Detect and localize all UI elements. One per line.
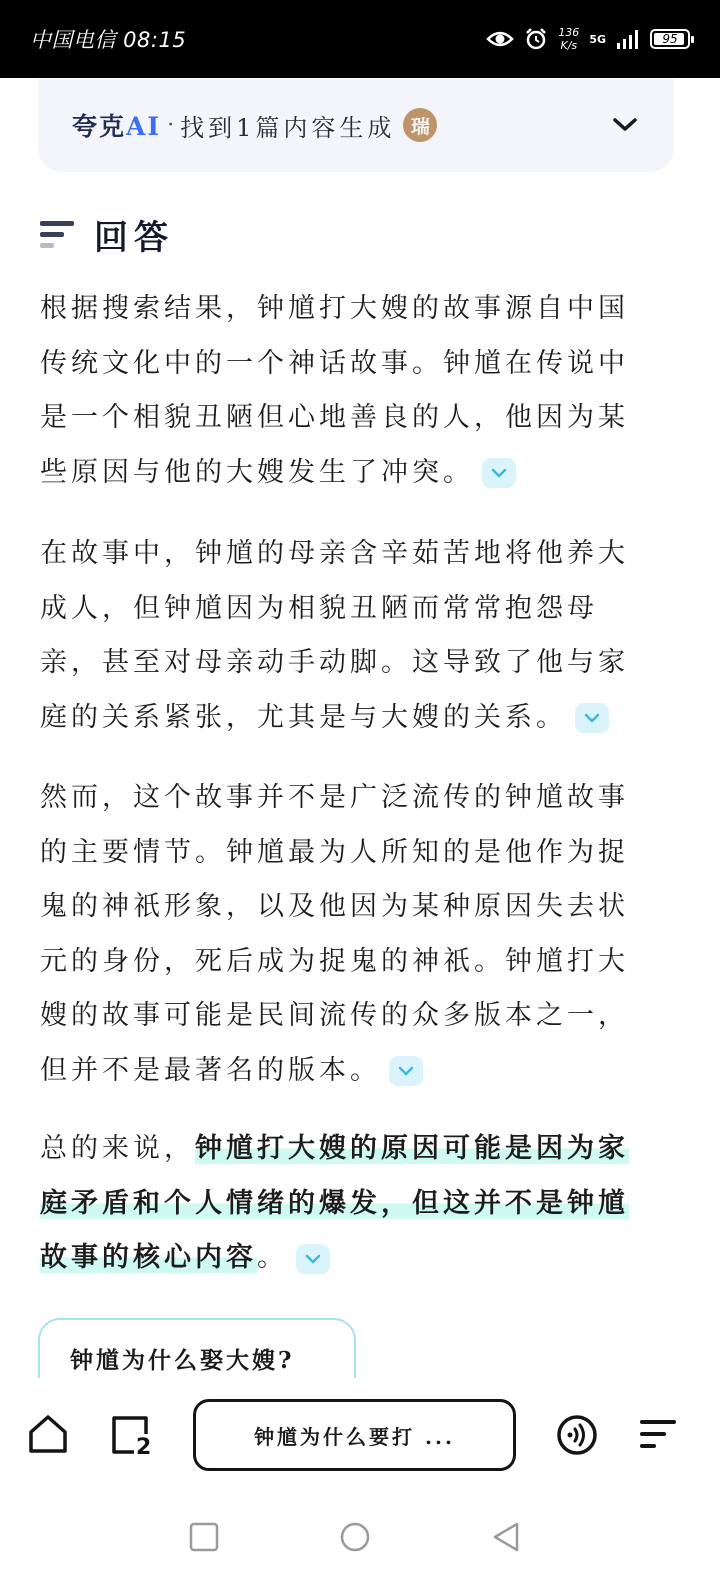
brand-name: 夸克AI (72, 112, 162, 141)
carrier-time: 中国电信 08:15 (30, 28, 187, 52)
status-bar (0, 0, 720, 78)
expand-source-button[interactable] (482, 458, 516, 488)
alarm-icon (524, 27, 548, 51)
eye-icon (486, 29, 514, 49)
system-nav-bar (0, 1490, 720, 1591)
network-speed: 136 K/s (558, 26, 580, 52)
status-icons (486, 26, 690, 52)
triangle-back-icon[interactable] (481, 1512, 531, 1562)
separator-dot: · (167, 112, 175, 138)
signal-icon (616, 29, 640, 49)
tabs-icon[interactable] (110, 1414, 154, 1456)
menu-icon[interactable] (640, 1418, 678, 1450)
expand-source-button[interactable] (575, 703, 609, 733)
answer-paragraph: 然而，这个故事并不是广泛流传的钟馗故事的主要情节。钟馗最为人所知的是他作为捉鬼的神祇形象，以及他因为某种原因失去状元的身份，死后成为捉鬼的神祇。钟馗打大嫂的故事可能是民间流传的众多版本之一，但并不是最著名的版本。 (40, 782, 629, 1086)
circle-nav-icon[interactable] (330, 1512, 380, 1562)
voice-icon[interactable] (556, 1414, 598, 1456)
summary-highlight: 钟馗打大嫂的原因可能是因为家庭矛盾和个人情绪的爆发，但这并不是钟馗故事的核心内容 (40, 1133, 629, 1273)
answer-summary: 总的来说，钟馗打大嫂的原因可能是因为家庭矛盾和个人情绪的爆发，但这并不是钟馗故事的核心内容。 (40, 1133, 629, 1273)
battery-icon (650, 29, 690, 49)
answer-header (40, 210, 174, 259)
chevron-down-icon[interactable] (610, 110, 640, 140)
battery-percent: 95 (662, 32, 678, 46)
network-type: 5G (589, 32, 606, 46)
expand-source-button[interactable] (296, 1244, 330, 1274)
related-question-text: 钟馗为什么娶大嫂? (70, 1347, 295, 1374)
answer-paragraph: 根据搜索结果，钟馗打大嫂的故事源自中国传统文化中的一个神话故事。钟馗在传说中是一个相貌丑陋但心地善良的人，他因为某些原因与他的大嫂发生了冲突。 (40, 293, 629, 488)
expand-source-button[interactable] (389, 1056, 423, 1086)
answer-title: 回答 (94, 218, 174, 258)
search-bar[interactable] (193, 1399, 516, 1471)
source-summary-text: 找到1篇内容生成 (180, 113, 396, 142)
home-icon[interactable] (28, 1414, 68, 1454)
square-nav-icon[interactable] (179, 1512, 229, 1562)
source-avatar: 瑞 (403, 108, 437, 142)
tabs-count: 2 (136, 1435, 152, 1456)
source-summary-card[interactable] (38, 78, 674, 172)
answer-paragraph: 在故事中，钟馗的母亲含辛茹苦地将他养大成人，但钟馗因为相貌丑陋而常常抱怨母亲，甚至对母亲动手动脚。这导致了他与家庭的关系紧张，尤其是与大嫂的关系。 (40, 538, 629, 733)
search-query: 钟馗为什么要打 ... (254, 1424, 455, 1449)
bottom-toolbar (0, 1378, 720, 1490)
list-icon (40, 217, 76, 253)
